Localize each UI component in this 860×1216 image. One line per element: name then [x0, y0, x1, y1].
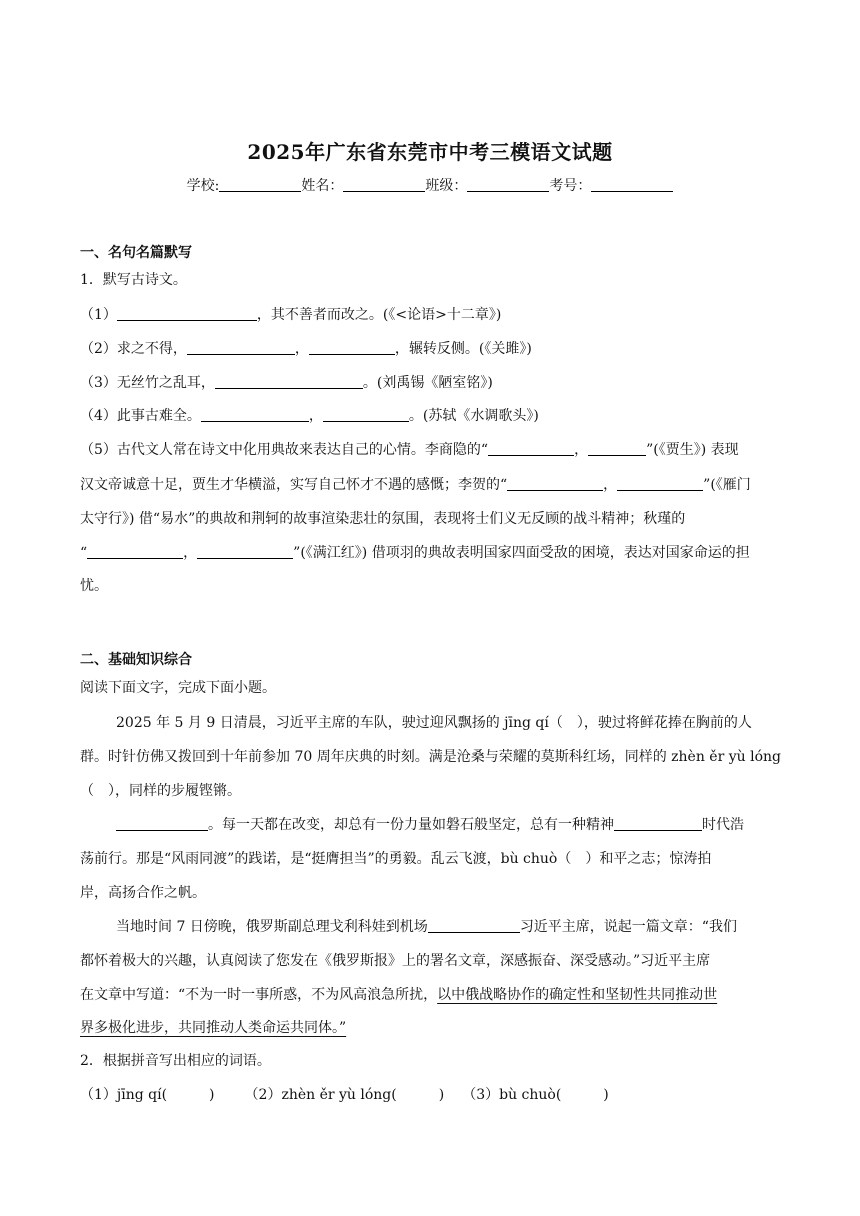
passage-para-1-line-3: （ ），同样的步履铿锵。 — [80, 783, 241, 799]
answer-blank[interactable] — [614, 816, 702, 831]
question-1-item-3: （3）无丝竹之乱耳， 。(刘禹锡《陋室铭》) — [80, 375, 493, 391]
answer-blank[interactable] — [201, 407, 309, 422]
answer-blank[interactable] — [197, 544, 293, 559]
class-field[interactable] — [467, 177, 549, 192]
name-field[interactable] — [343, 177, 425, 192]
underlined-sentence: 以中俄战略协作的确定性和坚韧性共同推动世 — [437, 987, 718, 1003]
question-1-item-2: （2）求之不得， ， ，辗转反侧。(《关雎》) — [80, 341, 532, 357]
passage-para-3-line-2: 都怀着极大的兴趣，认真阅读了您发在《俄罗斯报》上的署名文章，深感振奋、深受感动。”习近平主席 — [80, 953, 711, 969]
passage-para-2-line-1: 。每一天都在改变，却总有一份力量如磐石般坚定，总有一种精神 时代浩 — [116, 814, 744, 834]
name-label: 姓名： — [301, 178, 344, 194]
question-1-item-5-line-1: （5）古代文人常在诗文中化用典故来表达自己的心情。李商隐的“ ， ”(《贾生》) 表现 — [80, 442, 739, 458]
question-1-stem: 1．默写古诗文。 — [80, 272, 187, 288]
question-1-item-4: （4）此事古难全。 ， 。(苏轼《水调歌头》) — [80, 408, 539, 424]
passage-para-3-line-1: 当地时间 7 日傍晚，俄罗斯副总理戈利科娃到机场 习近平主席，说起一篇文章：“我们 — [116, 919, 737, 935]
passage-para-2-line-3: 岸，高扬合作之帆。 — [80, 885, 206, 901]
exam-no-label: 考号： — [549, 178, 592, 194]
answer-blank[interactable] — [117, 306, 257, 321]
question-2-item-2[interactable]: （2）zhèn ěr yù lóng( ) — [244, 1087, 445, 1103]
question-2-stem: 2．根据拼音写出相应的词语。 — [80, 1053, 271, 1069]
school-label: 学校: — [186, 178, 220, 194]
answer-blank[interactable] — [488, 441, 574, 456]
exam-no-field[interactable] — [591, 177, 673, 192]
answer-blank[interactable] — [187, 340, 295, 355]
question-1-item-5-line-2: 汉文帝诚意十足，贾生才华横溢，实写自己怀才不遇的感慨；李贺的“ ， ”(《雁门 — [80, 477, 751, 493]
school-field[interactable] — [219, 177, 301, 192]
answer-blank[interactable] — [215, 374, 363, 389]
section-heading-2: 二、基础知识综合 — [80, 652, 192, 668]
answer-blank[interactable] — [87, 544, 183, 559]
question-1-item-5-line-5: 忧。 — [80, 578, 108, 594]
passage-para-1-line-2: 群。时针仿佛又拨回到十年前参加 70 周年庆典的时刻。满是沧桑与荣耀的莫斯科红场，同样的 zhèn ěr yù lóng — [80, 749, 781, 765]
answer-blank[interactable] — [428, 918, 520, 933]
student-info-line — [0, 175, 860, 195]
answer-blank[interactable] — [507, 476, 603, 491]
question-2-items — [80, 1084, 609, 1104]
question-1-item-5-line-3: 太守行》) 借“易水”的典故和荆轲的故事渲染悲壮的氛围，表现将士们义无反顾的战斗精神；秋瑾的 — [80, 511, 686, 527]
passage-para-3-line-4: 界多极化进步，共同推动人类命运共同体。” — [80, 1020, 347, 1036]
question-2-item-1[interactable]: （1）jīng qí( ) — [80, 1087, 215, 1103]
section-heading-1: 一、名句名篇默写 — [80, 245, 192, 261]
question-2-item-3[interactable]: （3）bù chuò( ) — [462, 1087, 609, 1103]
question-1-item-5-line-4: “ ， ”(《满江红》) 借项羽的典故表明国家四面受敌的困境，表达对国家命运的担 — [80, 545, 750, 561]
passage-para-1-line-1: 2025 年 5 月 9 日清晨，习近平主席的车队，驶过迎风飘扬的 jīng qí（ ），驶过将鲜花捧在胸前的人 — [116, 715, 752, 731]
answer-blank[interactable] — [617, 476, 703, 491]
class-label: 班级： — [425, 178, 468, 194]
question-1-item-1: （1） ，其不善者而改之。(《<论语>十二章》) — [80, 307, 502, 323]
answer-blank[interactable] — [323, 407, 409, 422]
answer-blank[interactable] — [588, 441, 646, 456]
passage-para-2-line-2: 荡前行。那是“风雨同渡”的践诺，是“挺膺担当”的勇毅。乱云飞渡，bù chuò（ ）和平之志；惊涛拍 — [80, 851, 712, 867]
reading-intro: 阅读下面文字，完成下面小题。 — [80, 680, 276, 696]
passage-para-3-line-3: 在文章中写道：“不为一时一事所惑，不为风高浪急所扰，以中俄战略协作的确定性和坚韧性共同推动世 — [80, 987, 718, 1003]
answer-blank[interactable] — [116, 816, 208, 831]
answer-blank[interactable] — [309, 340, 395, 355]
page-title: 2025年广东省东莞市中考三模语文试题 — [247, 140, 613, 164]
